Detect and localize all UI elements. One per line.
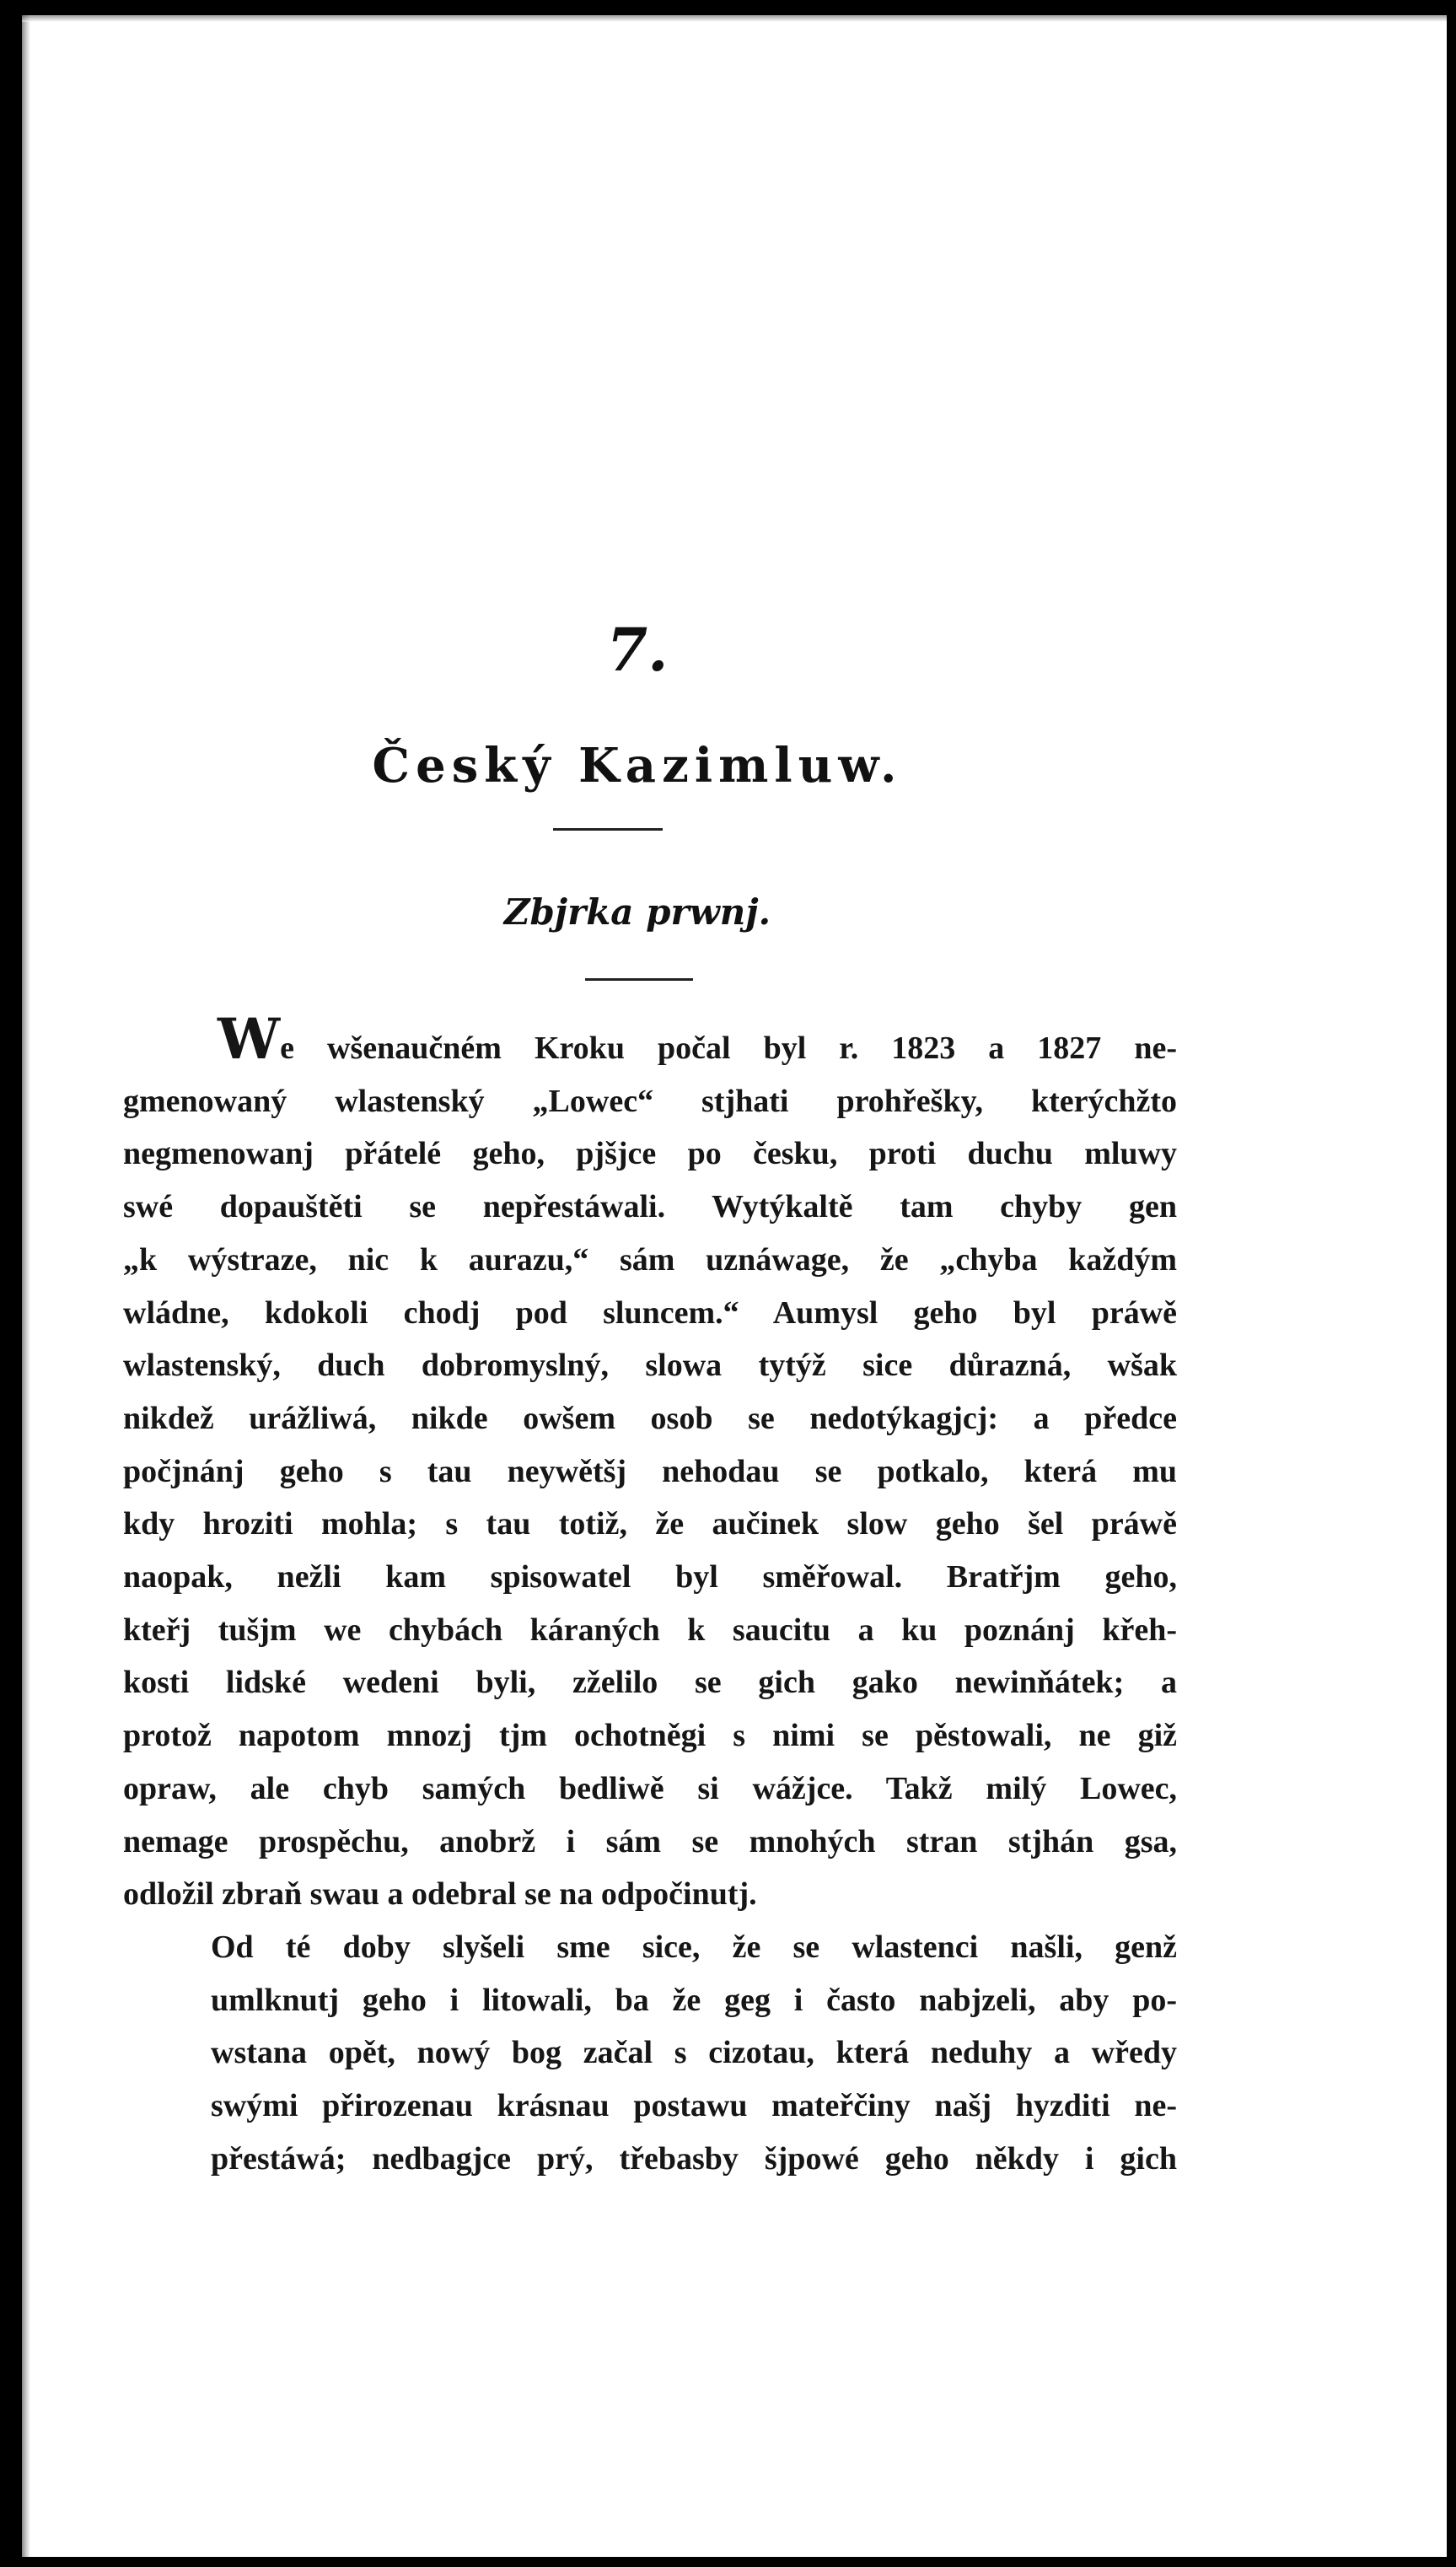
book-page — [22, 15, 1447, 2557]
text-line: naopak, nežli kam spisowatel byl směřowal. Bratřjm geho, — [123, 1559, 1177, 1596]
paragraph-1 — [123, 1006, 1177, 1921]
chapter-title: Český Kazimluw. — [372, 738, 903, 794]
chapter-number: 7. — [606, 615, 669, 685]
text-line: swými přirozenau krásnau postawu mateřčiny našj hyzditi ne- — [211, 2088, 1177, 2124]
text-line: negmenowanj přátelé geho, pjšjce po česku, proti duchu mluwy — [123, 1136, 1177, 1172]
text-line: swé dopauštěti se nepřestáwali. Wytýkaltě tam chyby gen — [123, 1189, 1177, 1225]
text-line: wládne, kdokoli chodj pod sluncem.“ Aumysl geho byl práwě — [123, 1294, 1177, 1331]
text-line-content: e wšenaučném Kroku počal byl r. 1823 a 1827 ne- — [280, 1031, 1177, 1066]
text-line: kdy hroziti mohla; s tau totiž, že aučinek slow geho šel práwě — [123, 1506, 1177, 1542]
body-text — [123, 1006, 1177, 2185]
text-line: gmenowaný wlastenský „Lowec“ stjhati prohřešky, kterýchžto — [123, 1083, 1177, 1119]
section-title: Zbjrka prwnj. — [503, 891, 771, 933]
text-line: opraw, ale chyb samých bedliwě si wážjce. Takž milý Lowec, — [123, 1770, 1177, 1806]
section-rule — [585, 978, 693, 981]
scan-shadow-top — [22, 15, 1447, 22]
text-line: Od té doby slyšeli sme sice, že se wlastenci našli, genž — [211, 1929, 1177, 1965]
text-line: „k wýstraze, nic k aurazu,“ sám uznáwage, že „chyba každým — [123, 1241, 1177, 1278]
text-line: počjnánj geho s tau neywětšj nehodau se potkalo, která mu — [123, 1453, 1177, 1489]
text-line: nikdež urážliwá, nikde owšem osob se nedotýkagjcj: a předce — [123, 1400, 1177, 1436]
text-line: umlknutj geho i litowali, ba že geg i často nabjzeli, aby po- — [211, 1982, 1177, 2018]
text-line: kosti lidské wedeni byli, zželilo se gich gako newinňátek; a — [123, 1665, 1177, 1701]
paragraph-2 — [123, 1921, 1177, 2186]
text-line: kteřj tušjm we chybách káraných k saucitu a ku poznánj křeh- — [123, 1612, 1177, 1648]
title-rule — [553, 828, 663, 831]
text-line — [123, 1006, 1177, 1075]
text-line: odložil zbraň swau a odebral se na odpočinutj. — [123, 1876, 757, 1913]
text-line: wlastenský, duch dobromyslný, slowa tytýž sice důrazná, wšak — [123, 1348, 1177, 1384]
drop-cap: W — [218, 1006, 281, 1072]
text-line: nemage prospěchu, anobrž i sám se mnohých stran stjhán gsa, — [123, 1823, 1177, 1859]
text-line: protož napotom mnozj tjm ochotněgi s nimi se pěstowali, ne giž — [123, 1718, 1177, 1754]
text-line: přestáwá; nedbagjce prý, třebasby šjpowé geho někdy i gich — [211, 2140, 1177, 2177]
scan-shadow-left — [22, 15, 30, 2557]
text-line: wstana opět, nowý bog začal s cizotau, která neduhy a wředy — [211, 2035, 1177, 2071]
